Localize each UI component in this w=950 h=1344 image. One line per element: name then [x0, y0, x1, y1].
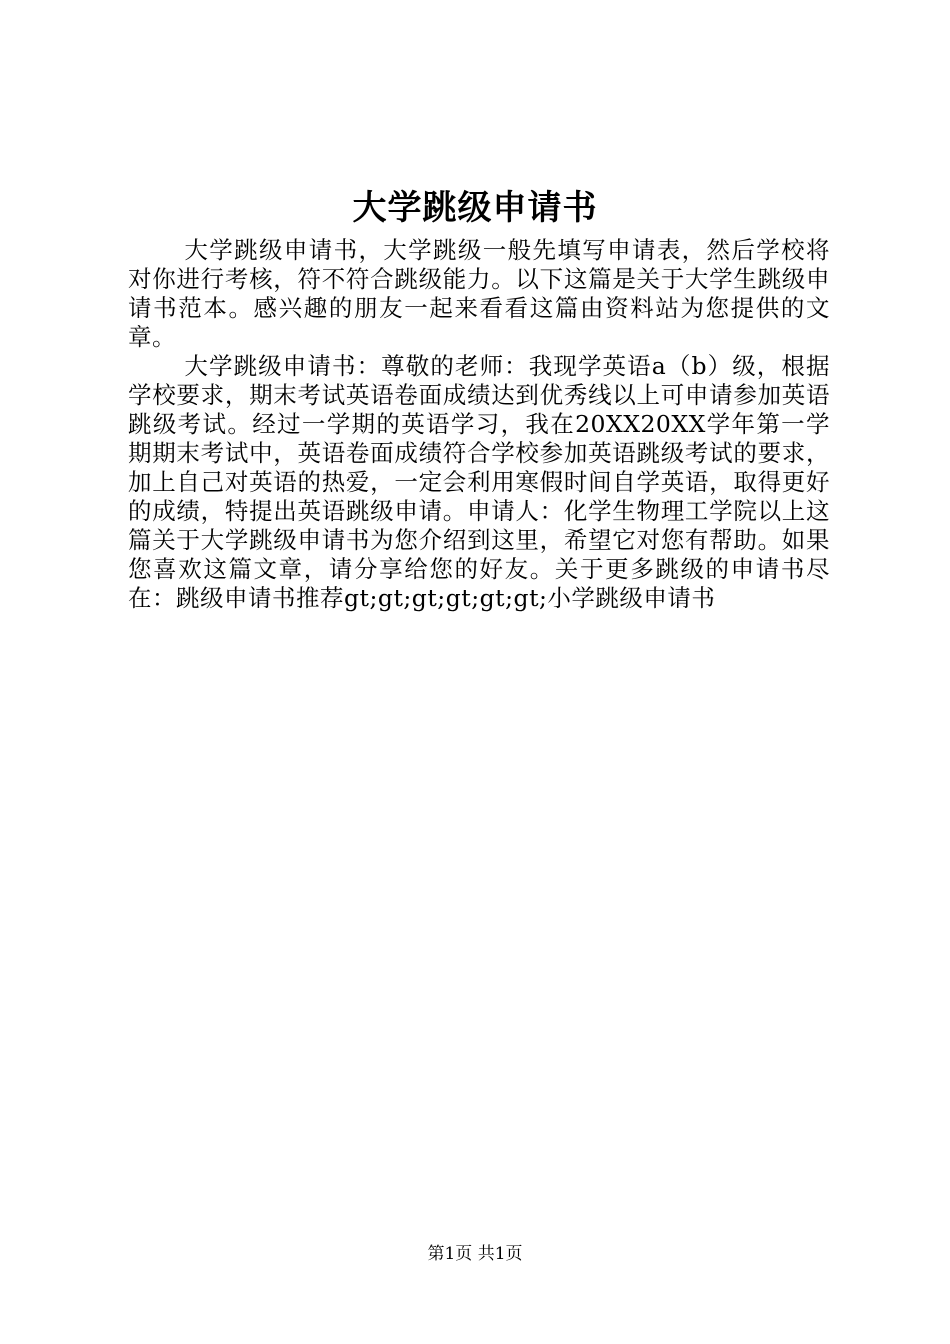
paragraph-intro: 大学跳级申请书，大学跳级一般先填写申请表，然后学校将对你进行考核，符不符合跳级能力。以下这篇是关于大学生跳级申请书范本。感兴趣的朋友一起来看看这篇由资料站为您提供的文章。	[128, 236, 830, 351]
document-body	[128, 236, 830, 613]
page-footer: 第1页 共1页	[427, 1244, 523, 1264]
document-title: 大学跳级申请书	[352, 188, 598, 228]
paragraph-application: 大学跳级申请书：尊敬的老师：我现学英语a（b）级，根据学校要求，期末考试英语卷面成绩达到优秀线以上可申请参加英语跳级考试。经过一学期的英语学习，我在20XX20XX学年第一学期期末考试中，英语卷面成绩符合学校参加英语跳级考试的要求，加上自己对英语的热爱，一定会利用寒假时间自学英语，取得更好的成绩，特提出英语跳级申请。申请人：化学生物理工学院以上这篇关于大学跳级申请书为您介绍到这里，希望它对您有帮助。如果您喜欢这篇文章，请分享给您的好友。关于更多跳级的申请书尽在：跳级申请书推荐gt;gt;gt;gt;gt;gt;小学跳级申请书	[128, 352, 830, 612]
